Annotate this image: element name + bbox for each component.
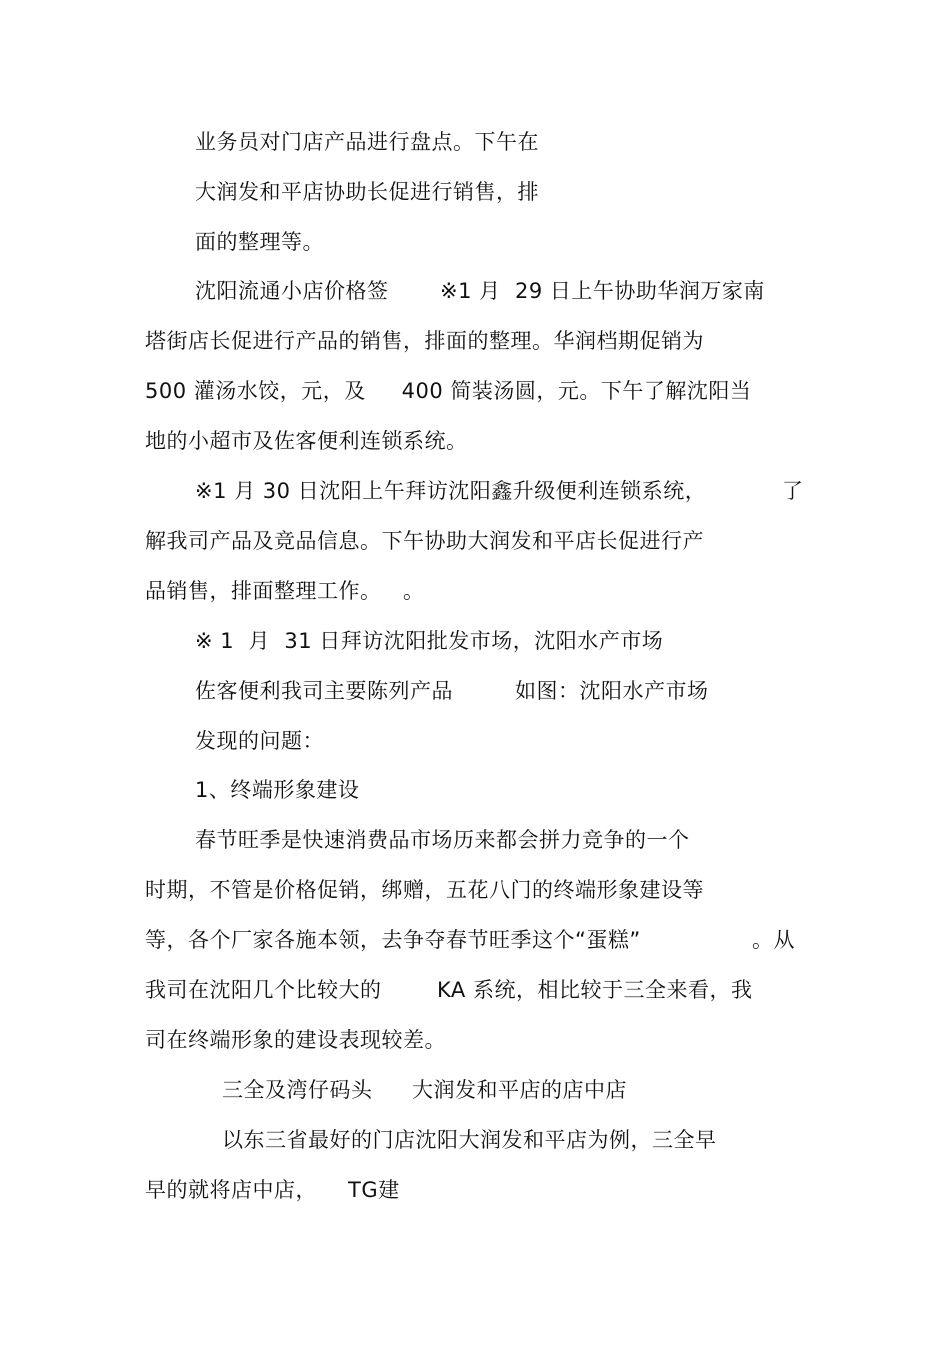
text-line: 早的就将店中店， xyxy=(145,1178,317,1202)
text-line: 地的小超市及佐客便利连锁系统。 xyxy=(145,429,468,453)
text-line: 沈阳流通小店价格签 xyxy=(195,279,389,303)
text-line: ※ 1 月 31 日拜访沈阳批发市场，沈阳水产市场 xyxy=(195,629,664,653)
text-line: 。从 xyxy=(752,928,795,952)
text-line: 塔街店长促进行产品的销售，排面的整理。华润档期促销为 xyxy=(145,329,704,353)
text-line: 发现的问题： xyxy=(195,729,324,753)
text-line: 春节旺季是快速消费品市场历来都会拼力竞争的一个 xyxy=(195,828,690,852)
text-line: 我司在沈阳几个比较大的 xyxy=(145,978,382,1002)
text-line: 以东三省最好的门店沈阳大润发和平店为例，三全早 xyxy=(222,1128,717,1152)
text-line: 1、终端形象建设 xyxy=(195,778,360,802)
text-line: 佐客便利我司主要陈列产品 xyxy=(195,679,453,703)
text-line: 500 灌汤水饺，元，及 400 简装汤圆，元。下午了解沈阳当 xyxy=(145,379,752,403)
text-line: TG建 xyxy=(348,1178,400,1202)
text-line: 司在终端形象的建设表现较差。 xyxy=(145,1028,446,1052)
text-line: 时期，不管是价格促销，绑赠，五花八门的终端形象建设等 xyxy=(145,878,704,902)
text-line: 等，各个厂家各施本领，去争夺春节旺季这个“蛋糕” xyxy=(145,928,641,952)
text-line: 了 xyxy=(782,479,804,503)
text-line: 业务员对门店产品进行盘点。下午在 xyxy=(195,130,539,154)
text-line: 三全及湾仔码头 xyxy=(222,1078,373,1102)
text-line: 面的整理等。 xyxy=(195,230,324,254)
text-line: ※1 月 29 日上午协助华润万家南 xyxy=(440,279,765,303)
text-line: 解我司产品及竞品信息。下午协助大润发和平店长促进行产 xyxy=(145,529,704,553)
text-line: 品销售，排面整理工作。 。 xyxy=(145,579,425,603)
text-line: 大润发和平店协助长促进行销售，排 xyxy=(195,180,539,204)
text-line: 大润发和平店的店中店 xyxy=(412,1078,627,1102)
text-line: 如图：沈阳水产市场 xyxy=(515,679,709,703)
text-line: ※1 月 30 日沈阳上午拜访沈阳鑫升级便利连锁系统， xyxy=(195,479,707,503)
text-line: KA 系统，相比较于三全来看，我 xyxy=(437,978,753,1002)
